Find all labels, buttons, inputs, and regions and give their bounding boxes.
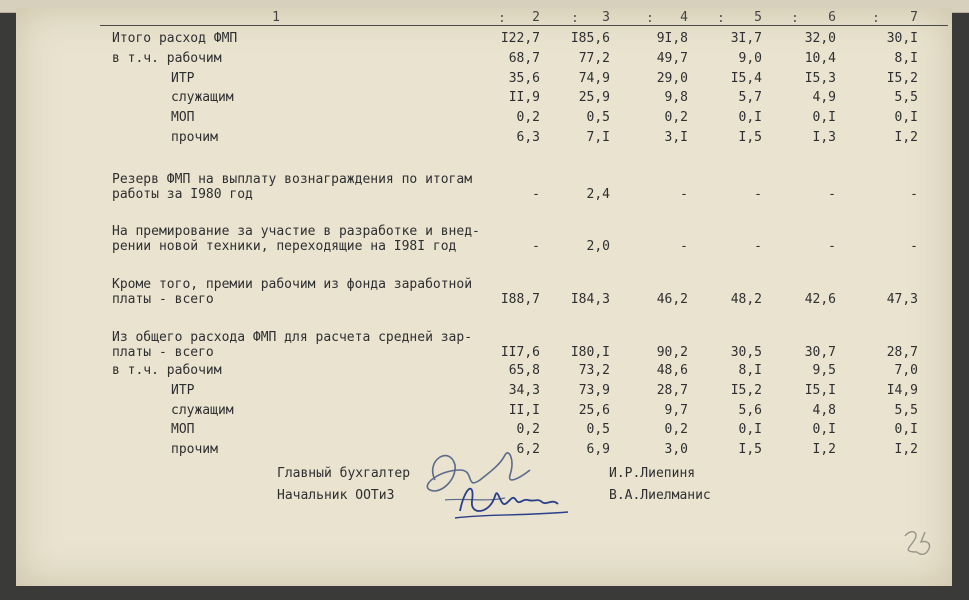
reserve-row-value-col4: - bbox=[680, 187, 688, 202]
table-row-value-col2: 6,3 bbox=[516, 130, 540, 145]
average-salary-row-value-col2: II7,6 bbox=[500, 345, 540, 360]
signature-title-department-head: Начальник ООТиЗ bbox=[277, 488, 395, 503]
table-row-value-col5: 9,0 bbox=[738, 51, 762, 66]
column-number-5: 5 bbox=[754, 10, 762, 25]
table-row-value-col4: 0,2 bbox=[664, 110, 688, 125]
average-row-value-col6: I,2 bbox=[812, 442, 836, 457]
average-salary-row-line1-label: Из общего расхода ФМП для расчета средней зар- bbox=[112, 330, 473, 345]
premium-row-value-col4: - bbox=[680, 239, 688, 254]
average-row-value-col2: 6,2 bbox=[516, 442, 540, 457]
table-row-value-col4: 49,7 bbox=[656, 51, 688, 66]
average-row-label: прочим bbox=[171, 442, 218, 457]
average-row-value-col3: 6,9 bbox=[586, 442, 610, 457]
table-row-value-col3: 74,9 bbox=[578, 71, 610, 86]
signature-title-chief-accountant: Главный бухгалтер bbox=[277, 466, 411, 481]
average-row-value-col5: 8,I bbox=[738, 363, 762, 378]
average-row-value-col7: 0,I bbox=[894, 422, 918, 437]
table-row-value-col2: 68,7 bbox=[508, 51, 540, 66]
average-row-value-col7: 5,5 bbox=[894, 403, 918, 418]
table-row-value-col7: 5,5 bbox=[894, 90, 918, 105]
average-row-label: МОП bbox=[171, 422, 195, 437]
average-row-value-col4: 9,7 bbox=[664, 403, 688, 418]
average-row-value-col3: 73,9 bbox=[578, 383, 610, 398]
premium-row-line1-label: На премирование за участие в разработке и внед- bbox=[112, 224, 480, 239]
table-row-value-col5: I,5 bbox=[738, 130, 762, 145]
average-row-value-col5: I,5 bbox=[738, 442, 762, 457]
premium-row-value-col5: - bbox=[754, 239, 762, 254]
average-salary-row-value-col6: 30,7 bbox=[804, 345, 836, 360]
table-row-value-col5: 5,7 bbox=[738, 90, 762, 105]
premium-row-value-col7: - bbox=[910, 239, 918, 254]
table-row-label: в т.ч. рабочим bbox=[112, 51, 222, 66]
table-row-value-col7: 0,I bbox=[894, 110, 918, 125]
table-row-value-col6: 0,I bbox=[812, 110, 836, 125]
column-number-6: 6 bbox=[828, 10, 836, 25]
handwritten-signature-2 bbox=[450, 476, 575, 524]
bonus-row-value-col4: 46,2 bbox=[656, 292, 688, 307]
signature-name-chief-accountant: И.Р.Лиепиня bbox=[609, 466, 696, 481]
table-row-value-col7: 30,I bbox=[886, 31, 918, 46]
average-row-value-col6: 0,I bbox=[812, 422, 836, 437]
table-row-value-col2: 35,6 bbox=[508, 71, 540, 86]
column-number-4: 4 bbox=[680, 10, 688, 25]
table-row-value-col4: 3,I bbox=[664, 130, 688, 145]
table-row-value-col2: II,9 bbox=[508, 90, 540, 105]
reserve-row-value-col7: - bbox=[910, 187, 918, 202]
average-row-value-col7: I,2 bbox=[894, 442, 918, 457]
table-row-value-col5: 0,I bbox=[738, 110, 762, 125]
table-row-value-col5: 3I,7 bbox=[730, 31, 762, 46]
average-salary-row-value-col3: I80,I bbox=[570, 345, 610, 360]
average-row-value-col3: 0,5 bbox=[586, 422, 610, 437]
average-row-value-col2: 34,3 bbox=[508, 383, 540, 398]
bonus-row-line1-label: Кроме того, премии рабочим из фонда заработной bbox=[112, 277, 473, 292]
average-row-value-col2: 0,2 bbox=[516, 422, 540, 437]
average-row-label: служащим bbox=[171, 403, 234, 418]
column-number-7: 7 bbox=[910, 10, 918, 25]
table-row-value-col3: 0,5 bbox=[586, 110, 610, 125]
average-row-value-col4: 0,2 bbox=[664, 422, 688, 437]
average-row-value-col4: 28,7 bbox=[656, 383, 688, 398]
average-row-value-col6: 4,8 bbox=[812, 403, 836, 418]
column-separator: : bbox=[571, 11, 579, 26]
average-row-label: в т.ч. рабочим bbox=[112, 363, 222, 378]
reserve-row-label: работы за I980 год bbox=[112, 187, 253, 202]
average-row-value-col7: I4,9 bbox=[886, 383, 918, 398]
bonus-row-value-col3: I84,3 bbox=[570, 292, 610, 307]
average-row-value-col6: 9,5 bbox=[812, 363, 836, 378]
reserve-row-value-col6: - bbox=[828, 187, 836, 202]
table-row-value-col7: I,2 bbox=[894, 130, 918, 145]
bonus-row-value-col5: 48,2 bbox=[730, 292, 762, 307]
average-row-value-col2: II,I bbox=[508, 403, 540, 418]
table-row-value-col2: I22,7 bbox=[500, 31, 540, 46]
column-separator: : bbox=[872, 11, 880, 26]
column-separator: : bbox=[498, 11, 506, 26]
table-row-value-col3: I85,6 bbox=[570, 31, 610, 46]
average-row-label: ИТР bbox=[171, 383, 195, 398]
table-row-label: Итого расход ФМП bbox=[112, 31, 238, 46]
column-separator: : bbox=[717, 11, 725, 26]
premium-row-value-col2: - bbox=[532, 239, 540, 254]
bonus-row-value-col6: 42,6 bbox=[804, 292, 836, 307]
table-row-value-col6: I,3 bbox=[812, 130, 836, 145]
bonus-row-value-col7: 47,3 bbox=[886, 292, 918, 307]
bonus-row-value-col2: I88,7 bbox=[500, 292, 540, 307]
signature-name-department-head: В.А.Лиелманис bbox=[609, 488, 711, 503]
column-number-1: 1 bbox=[272, 10, 280, 25]
table-row-value-col7: 8,I bbox=[894, 51, 918, 66]
table-row-value-col2: 0,2 bbox=[516, 110, 540, 125]
premium-row-value-col3: 2,0 bbox=[586, 239, 610, 254]
table-row-label: МОП bbox=[171, 110, 195, 125]
premium-row-value-col6: - bbox=[828, 239, 836, 254]
table-row-value-col6: 10,4 bbox=[804, 51, 836, 66]
table-row-label: служащим bbox=[171, 90, 234, 105]
average-salary-row-value-col4: 90,2 bbox=[656, 345, 688, 360]
table-row-value-col6: 4,9 bbox=[812, 90, 836, 105]
average-salary-row-value-col5: 30,5 bbox=[730, 345, 762, 360]
handwritten-page-mark bbox=[899, 526, 939, 560]
average-row-value-col5: I5,2 bbox=[730, 383, 762, 398]
table-row-value-col4: 9I,8 bbox=[656, 31, 688, 46]
column-separator: : bbox=[791, 11, 799, 26]
average-salary-row-value-col7: 28,7 bbox=[886, 345, 918, 360]
column-separator: : bbox=[646, 11, 654, 26]
column-number-2: 2 bbox=[532, 10, 540, 25]
reserve-row-value-col5: - bbox=[754, 187, 762, 202]
table-row-label: прочим bbox=[171, 130, 218, 145]
header-rule bbox=[100, 25, 948, 26]
reserve-row-value-col3: 2,4 bbox=[586, 187, 610, 202]
table-row-value-col6: 32,0 bbox=[804, 31, 836, 46]
average-row-value-col3: 25,6 bbox=[578, 403, 610, 418]
average-row-value-col2: 65,8 bbox=[508, 363, 540, 378]
average-salary-row-label: платы - всего bbox=[112, 345, 214, 360]
table-row-value-col6: I5,3 bbox=[804, 71, 836, 86]
average-row-value-col7: 7,0 bbox=[894, 363, 918, 378]
column-number-3: 3 bbox=[602, 10, 610, 25]
reserve-row-line1-label: Резерв ФМП на выплату вознаграждения по итогам bbox=[112, 172, 473, 187]
average-row-value-col5: 0,I bbox=[738, 422, 762, 437]
table-row-value-col5: I5,4 bbox=[730, 71, 762, 86]
premium-row-label: рении новой техники, переходящие на I98I год bbox=[112, 239, 457, 254]
table-row-value-col3: 25,9 bbox=[578, 90, 610, 105]
average-row-value-col3: 73,2 bbox=[578, 363, 610, 378]
bonus-row-label: платы - всего bbox=[112, 292, 214, 307]
average-row-value-col4: 3,0 bbox=[664, 442, 688, 457]
reserve-row-value-col2: - bbox=[532, 187, 540, 202]
average-row-value-col5: 5,6 bbox=[738, 403, 762, 418]
table-row-value-col4: 9,8 bbox=[664, 90, 688, 105]
average-row-value-col6: I5,I bbox=[804, 383, 836, 398]
average-row-value-col4: 48,6 bbox=[656, 363, 688, 378]
table-row-value-col4: 29,0 bbox=[656, 71, 688, 86]
table-row-value-col7: I5,2 bbox=[886, 71, 918, 86]
table-row-value-col3: 77,2 bbox=[578, 51, 610, 66]
table-row-value-col3: 7,I bbox=[586, 130, 610, 145]
table-row-label: ИТР bbox=[171, 71, 195, 86]
